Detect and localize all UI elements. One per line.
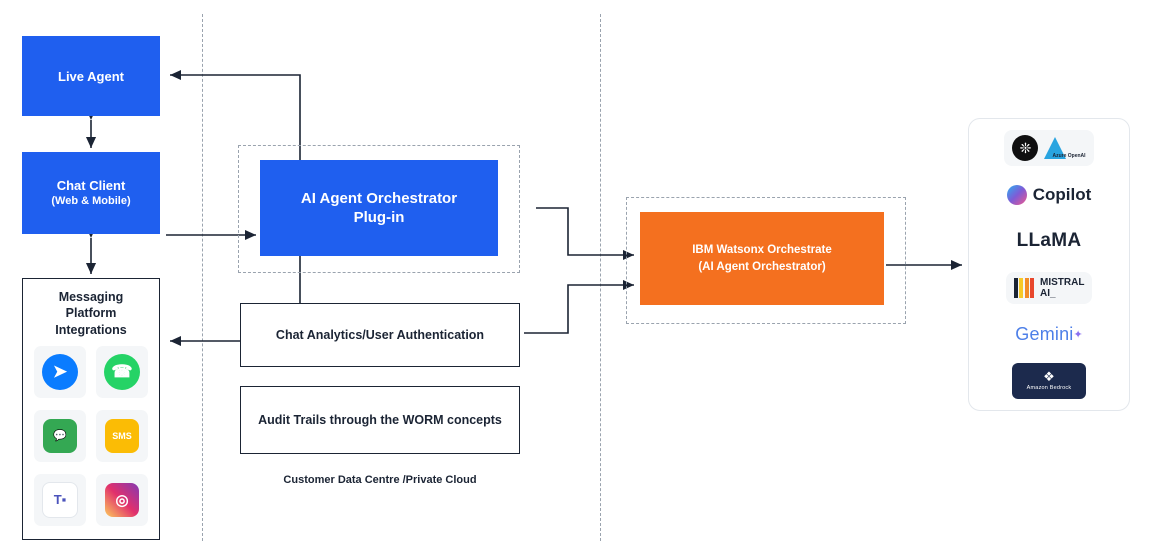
live-agent-label: Live Agent (58, 68, 124, 84)
zone-divider-left (202, 14, 203, 541)
messaging-icon-grid (34, 346, 148, 526)
microsoft-teams-icon: T▪ (42, 482, 78, 518)
model-row-gemini[interactable] (969, 313, 1129, 355)
copilot-label: Copilot (1032, 184, 1092, 204)
gemini-sparkle-icon: ✦ (1073, 328, 1083, 341)
ai-agent-orchestrator-plugin-node[interactable] (260, 160, 498, 256)
audit-trails-node[interactable] (240, 386, 520, 454)
instagram-icon-cell[interactable] (96, 474, 148, 526)
chat-client-sublabel: (Web & Mobile) (51, 195, 131, 208)
messenger-icon-cell[interactable] (34, 346, 86, 398)
azure-openai-tile (1004, 130, 1093, 166)
ibm-watsonx-orchestrate-node[interactable] (640, 212, 884, 305)
orchestrator-plugin-line-2: Plug-in (353, 209, 405, 226)
model-row-amazon-bedrock[interactable] (969, 360, 1129, 402)
orchestrator-plugin-line-1: AI Agent Orchestrator (300, 189, 458, 207)
model-row-mistral-ai[interactable] (969, 267, 1129, 309)
copilot-icon (1007, 185, 1027, 205)
sms-icon-cell[interactable] (96, 410, 148, 462)
sms-icon: SMS (105, 419, 139, 453)
messaging-platform-integrations-card[interactable] (22, 278, 160, 540)
customer-data-centre-zone-label: Customer Data Centre /Private Cloud (283, 474, 477, 486)
whatsapp-icon-cell[interactable] (96, 346, 148, 398)
live-agent-node[interactable] (22, 36, 160, 116)
model-row-azure-openai[interactable] (969, 127, 1129, 169)
watsonx-line-2: (AI Agent Orchestrator) (698, 260, 826, 273)
openai-icon: ❊ (1012, 135, 1038, 161)
microsoft-teams-icon-cell[interactable] (34, 474, 86, 526)
mistral-tile (1006, 272, 1093, 304)
model-row-llama[interactable] (969, 220, 1129, 262)
instagram-icon: ◎ (105, 483, 139, 517)
chat-client-label: Chat Client (56, 177, 126, 193)
messaging-card-title (55, 289, 127, 338)
llm-models-card[interactable] (968, 118, 1130, 411)
messaging-title-line-3: Integrations (55, 322, 127, 337)
amazon-bedrock-label: Amazon Bedrock (1026, 385, 1072, 392)
llama-label: LLaMA (1016, 230, 1082, 252)
chat-client-node[interactable] (22, 152, 160, 234)
watsonx-line-1: IBM Watsonx Orchestrate (692, 243, 832, 256)
mistral-label (1040, 277, 1084, 299)
google-business-messages-icon-cell[interactable] (34, 410, 86, 462)
mistral-label-line-2: AI_ (1040, 287, 1056, 299)
messaging-title-line-1: Messaging (58, 290, 124, 304)
chat-analytics-node[interactable] (240, 303, 520, 367)
messenger-icon: ➤ (42, 354, 78, 390)
amazon-bedrock-icon: ❖ (1043, 369, 1055, 385)
amazon-bedrock-tile (1012, 363, 1086, 399)
zone-divider-right (600, 14, 601, 541)
messaging-title-line-2: Platform (65, 306, 117, 321)
mistral-label-line-1: MISTRAL (1040, 276, 1085, 288)
audit-trails-label: Audit Trails through the WORM concepts (258, 413, 502, 427)
chat-analytics-label: Chat Analytics/User Authentication (275, 328, 485, 342)
mistral-icon (1014, 278, 1035, 298)
azure-openai-label: Azure OpenAI (1052, 153, 1086, 160)
google-business-messages-icon: 💬 (43, 419, 77, 453)
model-row-copilot[interactable] (969, 174, 1129, 216)
gemini-label: Gemini (1015, 323, 1074, 344)
whatsapp-icon: ☎ (104, 354, 140, 390)
